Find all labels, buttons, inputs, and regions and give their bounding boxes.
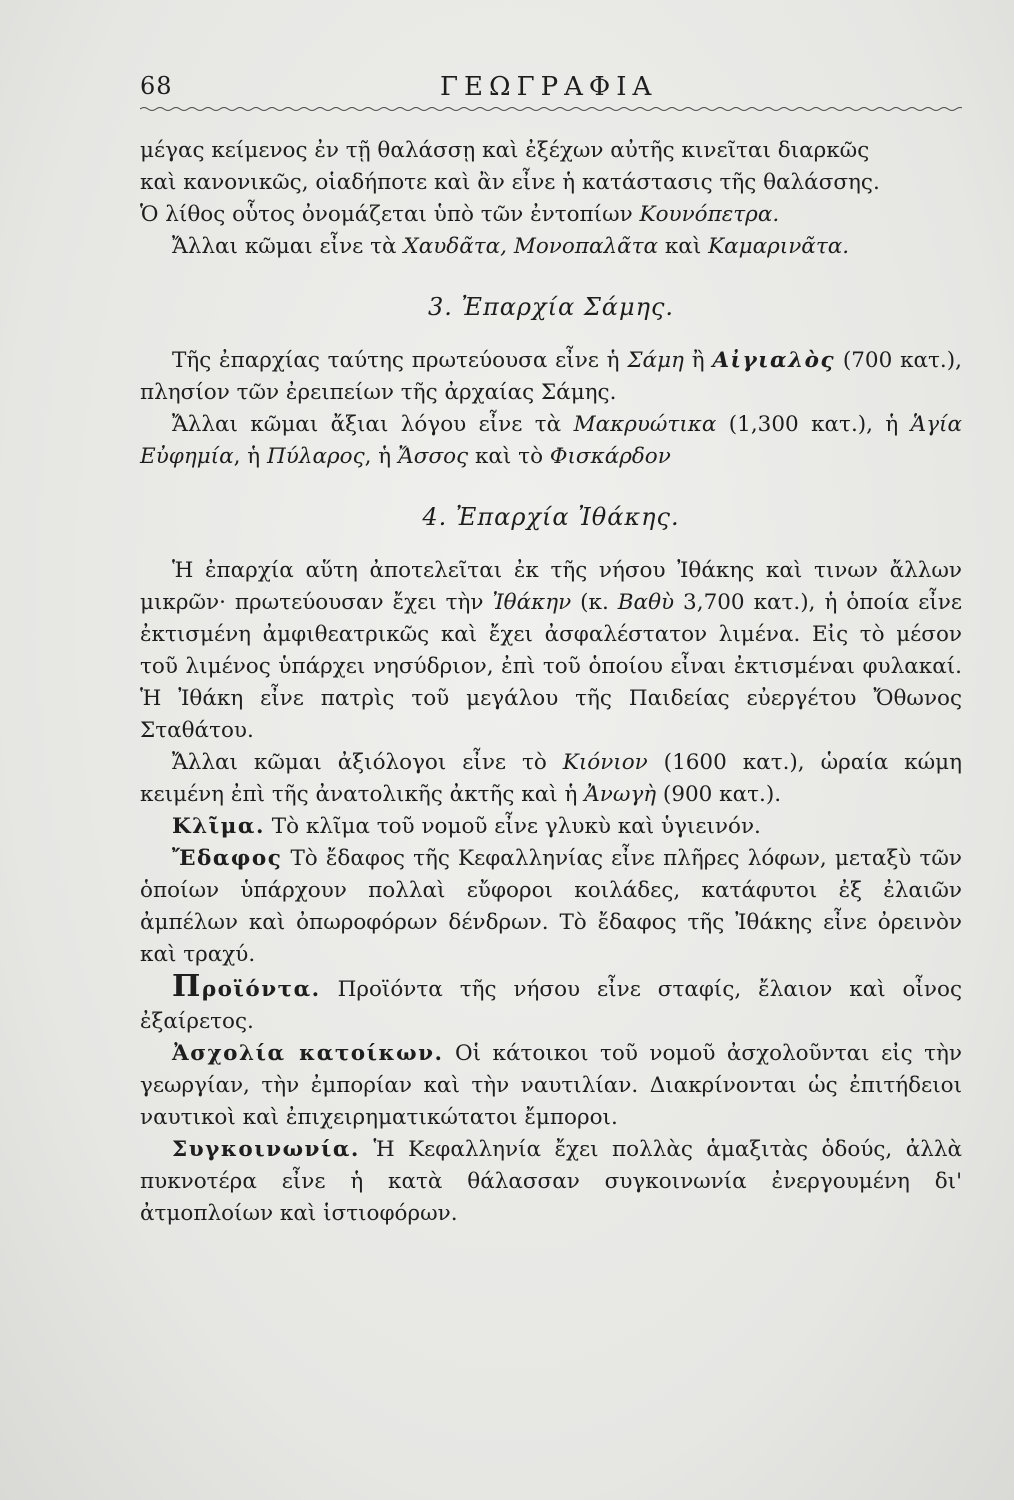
paragraph-products [140, 971, 962, 1038]
paragraph-villages-1 [140, 231, 962, 263]
paragraph-kounopetra [140, 135, 962, 231]
text-run: 3,700 κατ.), ἡ ὁποία εἶνε ἐκτισμένη ἀμφιθεατρικῶς καὶ ἔχει ἀσφαλέστατον λιμένα. Εἰς τὸ μέσον τοῦ λιμένος ὑπάρχει νησύδριον, ἐπὶ τοῦ ὁποίου εἶναι ἐκτισμέναι φυλακαί. Ἡ Ἰθάκη εἶνε πατρὶς τοῦ μεγάλου τῆς Παιδείας εὐεργέτου Ὄθωνος Σταθάτου. [140, 590, 962, 743]
label-rest: δαφος [197, 846, 283, 871]
text-run: (1,300 κατ.), ἡ [716, 412, 911, 437]
place-name: Φισκάρδον [549, 444, 671, 469]
header-rule [140, 106, 962, 112]
text-run: , ἡ [233, 444, 268, 469]
paragraph-sami-capital [140, 345, 962, 409]
text-run: ἢ [683, 348, 713, 373]
text-run: καὶ [658, 234, 709, 259]
topic-label [172, 969, 321, 1004]
label-rest: ροϊόντα. [201, 977, 321, 1002]
paragraph-climate [140, 811, 962, 843]
section-heading-ithaki: 4. Ἐπαρχία Ἰθάκης. [422, 503, 680, 531]
text-run: , ἡ [364, 444, 398, 469]
text-run: (700 κατ.), πλησίον τῶν ἐρειπείων τῆς ἀρχαίας Σάμης. [140, 348, 962, 405]
topic-label: Κλῖμα. [172, 814, 265, 839]
label-initial: Π [172, 969, 202, 1004]
text-line: καὶ κανονικῶς, οἱαδήποτε καὶ ἂν εἶνε ἡ κατάστασις τῆς θαλάσσης. [140, 170, 880, 195]
text-run: (1600 κατ.), ὡραία κώμη κειμένη ἐπὶ τῆς ἀνατολικῆς ἀκτῆς καὶ ἡ [140, 750, 963, 807]
place-name: Καμαρινᾶτα. [708, 234, 850, 259]
paragraph-ithaki [140, 555, 962, 747]
label-rest: υγκοινωνία. [188, 1137, 360, 1162]
page-number: 68 [140, 72, 173, 100]
place-name: Σάμη [627, 348, 684, 373]
text-line: Ὁ λίθος οὗτος ὀνομάζεται ὑπὸ τῶν ἐντοπίων [140, 202, 640, 227]
place-name: Ἁγία Εὐφημία [140, 412, 962, 469]
section-heading-sami: 3. Ἐπαρχία Σάμης. [427, 293, 675, 321]
text-run: Ἄλλαι κῶμαι ἀξιόλογοι εἶνε τὸ [172, 750, 563, 775]
topic-label [172, 846, 282, 871]
paragraph-ithaki-villages [140, 747, 962, 811]
paragraph-communication [140, 1134, 962, 1230]
place-name: Μακρυώτικα [573, 412, 717, 437]
label-initial: Ἀ [172, 1041, 191, 1066]
text-run: καὶ τὸ [468, 444, 550, 469]
place-name: Βαθὺ [617, 590, 675, 615]
body-text [140, 135, 962, 1230]
text-line: μέγας κείμενος ἐν τῇ θαλάσσῃ καὶ ἐξέχων αὐτῆς κινεῖται διαρκῶς [140, 138, 870, 163]
place-name: Αἰγιαλὸς [712, 348, 836, 373]
header-title: ΓΕΩΓΡΑΦΙΑ [440, 72, 658, 102]
text-run: Ἄλλαι κῶμαι εἶνε τὰ [172, 234, 404, 259]
place-name: Πύλαρος [267, 444, 365, 469]
text-run: Ἡ ἐπαρχία αὕτη ἀποτελεῖται ἐκ τῆς νήσου Ἰθάκης καὶ τινων ἄλλων μικρῶν· πρωτεύουσαν ἔχει τὴν [140, 558, 962, 615]
label-initial: Ἔ [172, 846, 198, 871]
paragraph-occupations [140, 1038, 962, 1134]
text-run: Οἱ κάτοικοι τοῦ νομοῦ ἀσχολοῦνται εἰς τὴν γεωργίαν, τὴν ἐμπορίαν καὶ τὴν ναυτιλίαν. Διακρίνονται ὡς ἐπιτήδειοι ναυτικοὶ καὶ ἐπιχειρηματικώτατοι ἔμποροι. [140, 1041, 962, 1130]
text-run: Τὸ κλῖμα τοῦ νομοῦ εἶνε γλυκὺ καὶ ὑγιεινόν. [264, 814, 761, 839]
topic-label [172, 1041, 444, 1066]
paragraph-terrain [140, 843, 962, 971]
text-run: Ἡ Κεφαλληνία ἔχει πολλὰς ἁμαξιτὰς ὁδούς, ἀλλὰ πυκνοτέρα εἶνε ἡ κατὰ θάλασσαν συγκοινωνία ἐνεργουμένη δι' ἀτμοπλοίων καὶ ἱστιοφόρων. [140, 1137, 962, 1226]
text-run: (κ. [571, 590, 618, 615]
place-name: Ἄσσος [398, 444, 469, 469]
paragraph-sami-villages [140, 409, 962, 473]
running-head [140, 72, 962, 106]
text-run: Προϊόντα τῆς νήσου εἶνε σταφίς, ἔλαιον καὶ οἶνος ἐξαίρετος. [140, 977, 962, 1034]
text-run: (900 κατ.). [656, 782, 782, 807]
text-run: Τὸ ἔδαφος τῆς Κεφαλληνίας εἶνε πλῆρες λόφων, μεταξὺ τῶν ὁποίων ὑπάρχουν πολλαὶ εὔφοροι κοιλάδες, κατάφυτοι ἐξ ἐλαιῶν ἀμπέλων καὶ ὀπωροφόρων δένδρων. Τὸ ἔδαφος τῆς Ἰθάκης εἶνε ὀρεινὸν καὶ τραχύ. [140, 846, 962, 967]
place-name: Χαυδᾶτα, Μονοπαλᾶτα [403, 234, 659, 259]
place-name: Κουνόπετρα. [639, 202, 780, 227]
place-name: Κιόνιον [562, 750, 648, 775]
label-initial: Σ [172, 1137, 189, 1162]
text-run: Ἄλλαι κῶμαι ἄξιαι λόγου εἶνε τὰ [172, 412, 574, 437]
place-name: Ἰθάκην [492, 590, 572, 615]
place-name: Ἀνωγὴ [584, 782, 657, 807]
label-rest: σχολία κατοίκων. [190, 1041, 444, 1066]
text-run: Τῆς ἐπαρχίας ταύτης πρωτεύουσα εἶνε ἡ [172, 348, 628, 373]
topic-label [172, 1137, 360, 1162]
